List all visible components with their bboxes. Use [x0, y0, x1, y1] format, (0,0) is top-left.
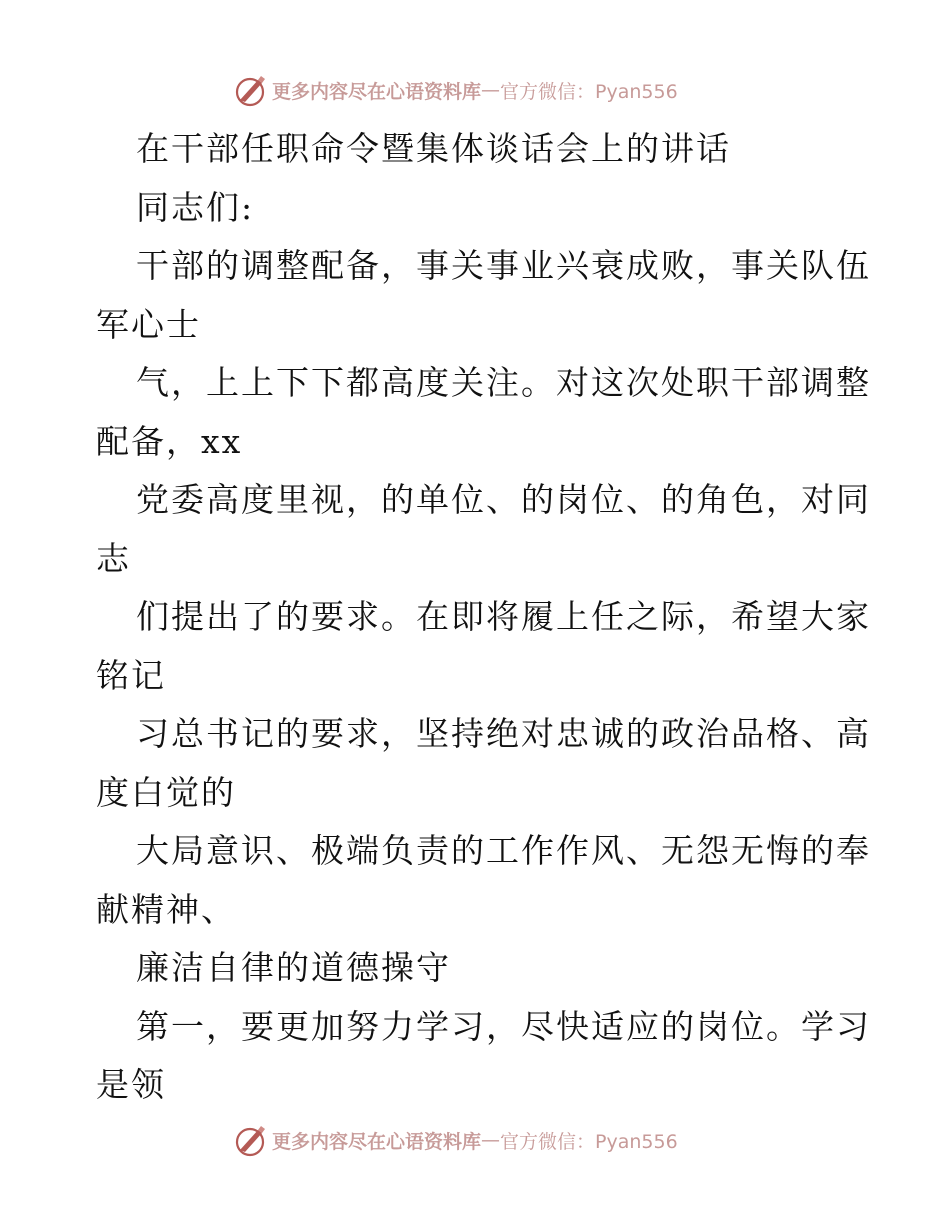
document-body [96, 120, 886, 1115]
watermark-wechat: 官方微信：Pyan556 [500, 80, 678, 103]
text-line: 习总书记的要求，坚持绝对忠诚的政治品格、高 [136, 714, 871, 753]
text-line: 大局意识、极端负责的工作作风、无怨无悔的奉 [136, 831, 871, 870]
text-line: 气，上上下下都高度关注。对这次处职干部调整 [136, 363, 871, 402]
text-line: 廉洁自律的道德操守 [136, 948, 451, 987]
text-line: 度白觉的 [96, 772, 236, 812]
document-title: 在干部任职命令暨集体谈话会上的讲话 [136, 129, 731, 168]
text-line: 干部的调整配备，事关事业兴衰成败，事关队伍 [136, 246, 871, 285]
watermark-separator: — [481, 79, 501, 101]
header-watermark [232, 72, 678, 108]
watermark-text: 更多内容尽在心语资料库 [272, 1130, 482, 1153]
watermark-wechat: 官方微信：Pyan556 [500, 1130, 678, 1153]
text-line: 志 [96, 538, 131, 578]
salutation: 同志们: [136, 187, 255, 227]
text-line: 铭记 [96, 655, 166, 695]
watermark-separator: — [481, 1129, 501, 1151]
watermark-text: 更多内容尽在心语资料库 [272, 80, 482, 103]
text-line: 们提出了的要求。在即将履上任之际，希望大家 [136, 597, 871, 636]
text-line: 献精神、 [96, 889, 236, 929]
text-line: 第一，要更加努力学习，尽快适应的岗位。学习 [136, 1006, 871, 1046]
text-line: 军心士 [96, 304, 201, 344]
text-line: 是领 [96, 1065, 166, 1104]
pen-logo-icon [232, 72, 268, 108]
text-line: 党委高度里视，的单位、的岗位、的角色，对同 [136, 480, 871, 519]
footer-watermark [232, 1122, 678, 1158]
text-line: 配备，xx [96, 421, 243, 461]
pen-logo-icon [232, 1122, 268, 1158]
